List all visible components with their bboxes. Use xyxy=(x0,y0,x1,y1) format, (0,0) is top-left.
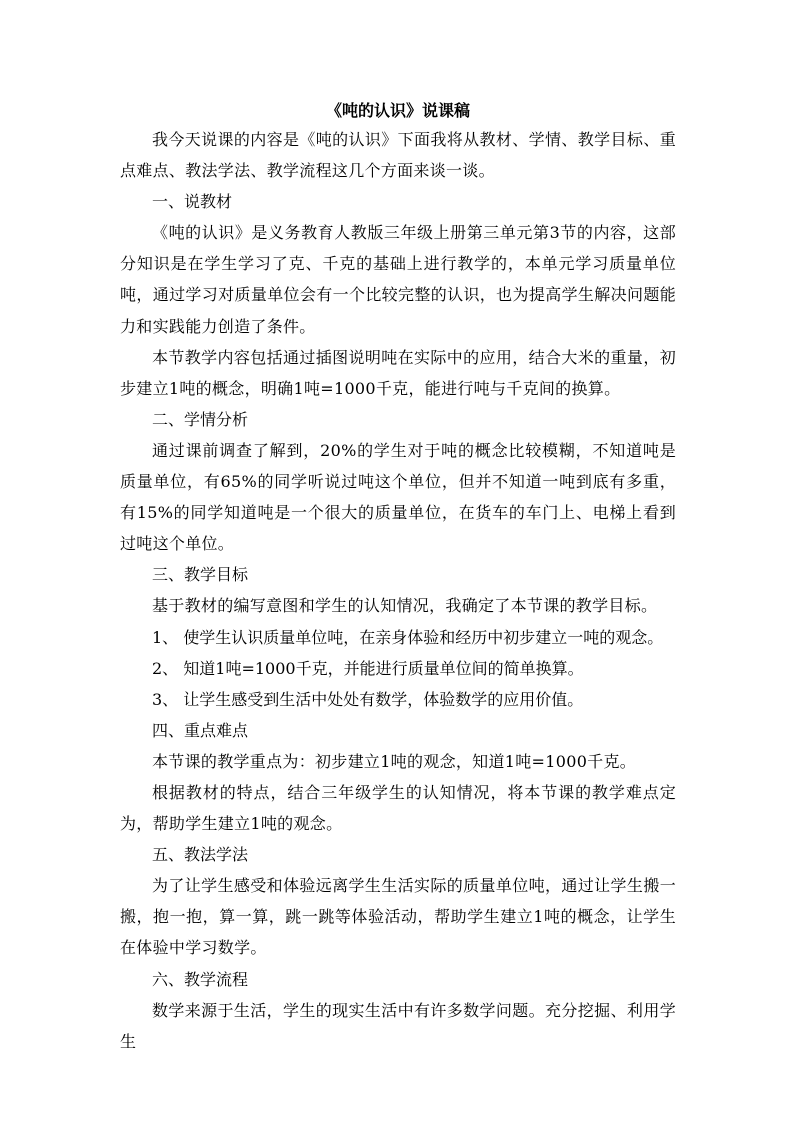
section-heading-textbook: 一、说教材 xyxy=(152,192,233,212)
teaching-goal-item-1: 1、 使学生认识质量单位吨，在亲身体验和经历中初步建立一吨的观念。 xyxy=(152,627,664,647)
section-heading-key-points: 四、重点难点 xyxy=(152,720,249,740)
key-points-paragraph-2: 根据教材的特点，结合三年级学生的认知情况，将本节课的教学难点定为，帮助学生建立1吨的观念。 xyxy=(120,782,676,834)
document-title: 《吨的认识》说课稿 xyxy=(325,101,470,120)
teaching-goal-item-2: 2、 知道1吨=1000千克，并能进行质量单位间的简单换算。 xyxy=(152,658,584,678)
section-heading-methods: 五、教法学法 xyxy=(152,845,249,865)
teaching-goal-item-3: 3、 让学生感受到生活中处处有数学，体验数学的应用价值。 xyxy=(152,689,584,709)
document-page xyxy=(120,98,676,1057)
section-heading-learner-analysis: 二、学情分析 xyxy=(152,409,249,429)
learner-analysis-paragraph: 通过课前调查了解到，20%的学生对于吨的概念比较模糊，不知道吨是质量单位，有65%的同学听说过吨这个单位，但并不知道一吨到底有多重，有15%的同学知道吨是一个很大的质量单位，在货车的车门上、电梯上看到过吨这个单位。 xyxy=(120,440,676,554)
section-heading-teaching-goals: 三、教学目标 xyxy=(152,565,249,585)
methods-paragraph: 为了让学生感受和体验远离学生生活实际的质量单位吨，通过让学生搬一搬，抱一抱，算一算，跳一跳等体验活动，帮助学生建立1吨的概念，让学生在体验中学习数学。 xyxy=(120,876,676,958)
textbook-paragraph-1: 《吨的认识》是义务教育人教版三年级上册第三单元第3节的内容，这部分知识是在学生学习了克、千克的基础上进行教学的，本单元学习质量单位吨，通过学习对质量单位会有一个比较完整的认识，也为提高学生解决问题能力和实践能力创造了条件。 xyxy=(120,223,676,336)
intro-paragraph: 我今天说课的内容是《吨的认识》下面我将从教材、学情、教学目标、重点难点、教法学法、教学流程这几个方面来谈一谈。 xyxy=(120,130,676,181)
key-points-paragraph-1: 本节课的教学重点为：初步建立1吨的观念，知道1吨=1000千克。 xyxy=(152,751,637,771)
teaching-process-paragraph: 数学来源于生活，学生的现实生活中有许多数学问题。充分挖掘、利用学生 xyxy=(120,1000,676,1051)
teaching-goals-paragraph: 基于教材的编写意图和学生的认知情况，我确定了本节课的教学目标。 xyxy=(152,596,658,616)
section-heading-teaching-process: 六、教学流程 xyxy=(152,969,249,989)
textbook-paragraph-2: 本节教学内容包括通过插图说明吨在实际中的应用，结合大米的重量，初步建立1吨的概念，明确1吨=1000千克，能进行吨与千克间的换算。 xyxy=(120,347,676,398)
